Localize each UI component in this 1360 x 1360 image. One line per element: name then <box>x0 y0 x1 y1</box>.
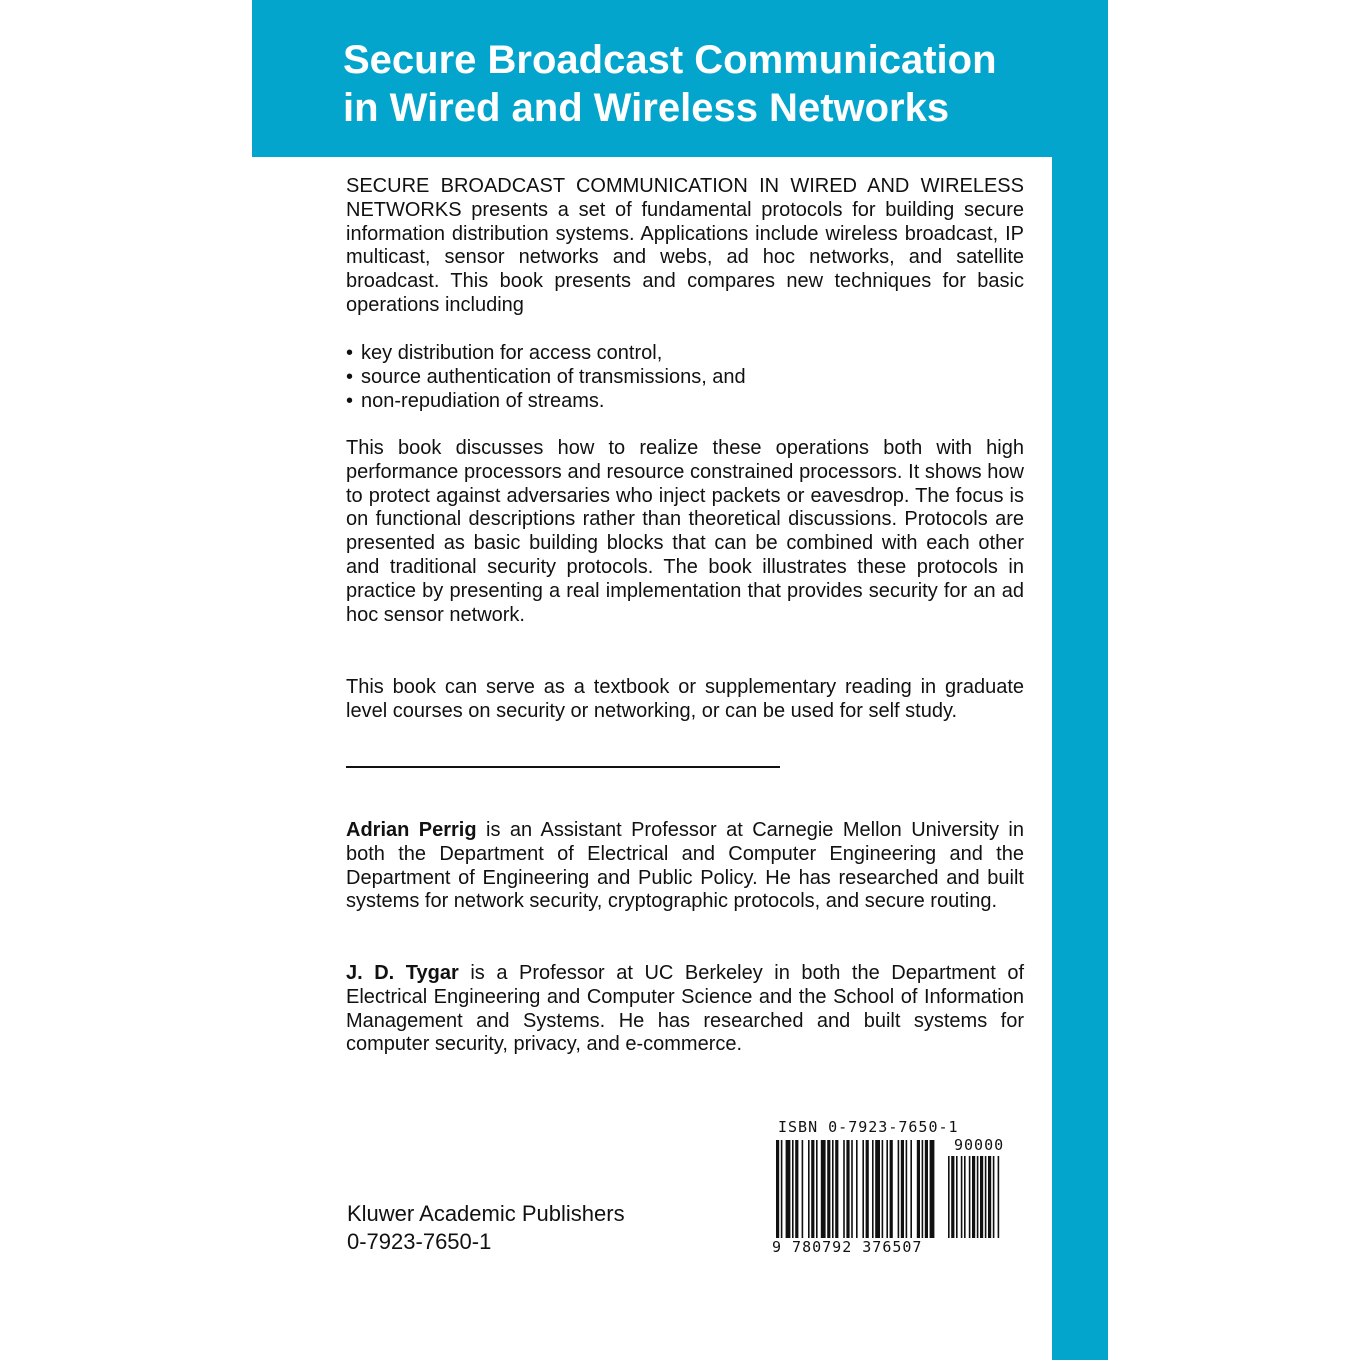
audience-paragraph: This book can serve as a textbook or supplementary reading in graduate level courses on security or networking, or can be used for self study. <box>346 676 1024 722</box>
barcode-bar <box>886 1140 888 1238</box>
barcode-addon-bar <box>969 1156 971 1238</box>
publisher-block <box>347 1200 625 1256</box>
barcode-bar <box>890 1140 893 1238</box>
barcode-addon-bar <box>993 1156 995 1238</box>
list-item: • non-repudiation of streams. <box>346 390 1024 414</box>
barcode-bars-icon <box>772 1138 1022 1238</box>
feature-list <box>346 342 1024 413</box>
barcode-bar <box>781 1140 783 1238</box>
barcode <box>772 1118 1022 1264</box>
barcode-bar <box>866 1140 869 1238</box>
author-name: J. D. Tygar <box>346 962 459 984</box>
barcode-bar <box>862 1140 864 1238</box>
barcode-addon-bar <box>998 1156 1000 1238</box>
barcode-bar <box>786 1140 791 1238</box>
barcode-price-code: 90000 <box>954 1136 1005 1154</box>
barcode-bar <box>832 1140 834 1238</box>
barcode-bar <box>802 1140 804 1238</box>
author-bio-perrig <box>346 819 1024 914</box>
divider <box>346 766 780 768</box>
barcode-bar <box>851 1140 853 1238</box>
barcode-bar <box>922 1140 924 1238</box>
barcode-addon-bar <box>961 1156 963 1238</box>
description-paragraph: This book discusses how to realize these operations both with high performance processors and resource constrained processors. It shows how to protect against adversaries who inject packets or eavesdrop. The focus is on functional descriptions rather than theoretical discussions. Protocols are presented as basic building blocks that can be combined with each other and traditional security protocols. The book illustrates these protocols in practice by presenting a real implementation that provides security for an ad hoc sensor network. <box>346 437 1024 626</box>
barcode-bar <box>792 1140 794 1238</box>
author-bio-text: is an Assistant Professor at Carnegie Mellon University in both the Department of Electrical and Computer Engineering and the Department of Engineering and Public Policy. He has researched and built systems for network security, cryptographic protocols, and secure routing. <box>346 819 1024 913</box>
barcode-bar <box>875 1140 880 1238</box>
barcode-bar <box>856 1140 858 1238</box>
title-line-2: in Wired and Wireless Networks <box>343 86 950 130</box>
barcode-bar <box>882 1140 884 1238</box>
barcode-bar <box>843 1140 845 1238</box>
list-item: • key distribution for access control, <box>346 342 1024 366</box>
barcode-addon-bar <box>964 1156 966 1238</box>
title-line-1: Secure Broadcast Communication <box>343 38 997 82</box>
barcode-bar <box>898 1140 900 1238</box>
barcode-addon-bar <box>948 1156 950 1238</box>
barcode-bar <box>872 1140 874 1238</box>
book-back-cover <box>252 0 1108 1360</box>
publisher-name: Kluwer Academic Publishers <box>347 1201 625 1226</box>
barcode-bar <box>910 1140 912 1238</box>
barcode-addon-bar <box>972 1156 975 1238</box>
barcode-bar <box>925 1140 928 1238</box>
barcode-addon-bar <box>988 1156 991 1238</box>
barcode-bar <box>930 1140 935 1238</box>
barcode-number: 9 780792 376507 <box>772 1238 923 1256</box>
barcode-bar <box>821 1140 826 1238</box>
barcode-bar <box>795 1140 798 1238</box>
list-item: • source authentication of transmissions, and <box>346 366 1024 390</box>
author-name: Adrian Perrig <box>346 819 477 841</box>
barcode-bar <box>901 1140 904 1238</box>
barcode-bar <box>827 1140 830 1238</box>
barcode-bar <box>835 1140 838 1238</box>
barcode-addon-bar <box>951 1156 954 1238</box>
barcode-addon-bar <box>985 1156 987 1238</box>
barcode-bar <box>776 1140 779 1238</box>
barcode-bar <box>846 1140 849 1238</box>
barcode-addon-bar <box>980 1156 983 1238</box>
author-bio-text: is a Professor at UC Berkeley in both the Department of Electrical Engineering and Computer Science and the School of Information Management and Systems. He has researched and built systems for computer security, privacy, and e-commerce. <box>346 962 1024 1056</box>
barcode-addon-bar <box>956 1156 958 1238</box>
book-title <box>343 36 1043 132</box>
side-band <box>1052 157 1108 1360</box>
barcode-bar <box>816 1140 818 1238</box>
isbn-text: 0-7923-7650-1 <box>347 1229 492 1254</box>
barcode-addon-bar <box>977 1156 979 1238</box>
barcode-bar <box>808 1140 810 1238</box>
author-bio-tygar <box>346 962 1024 1057</box>
intro-paragraph: SECURE BROADCAST COMMUNICATION IN WIRED AND WIRELESS NETWORKS presents a set of fundamental protocols for building secure information distribution systems. Applications include wireless broadcast, IP multicast, sensor networks and webs, ad hoc networks, and satellite broadcast. This book presents and compares new techniques for basic operations including <box>346 175 1024 316</box>
barcode-bar <box>906 1140 908 1238</box>
barcode-isbn-label: ISBN 0-7923-7650-1 <box>778 1118 959 1136</box>
barcode-bar <box>917 1140 920 1238</box>
barcode-bar <box>811 1140 814 1238</box>
